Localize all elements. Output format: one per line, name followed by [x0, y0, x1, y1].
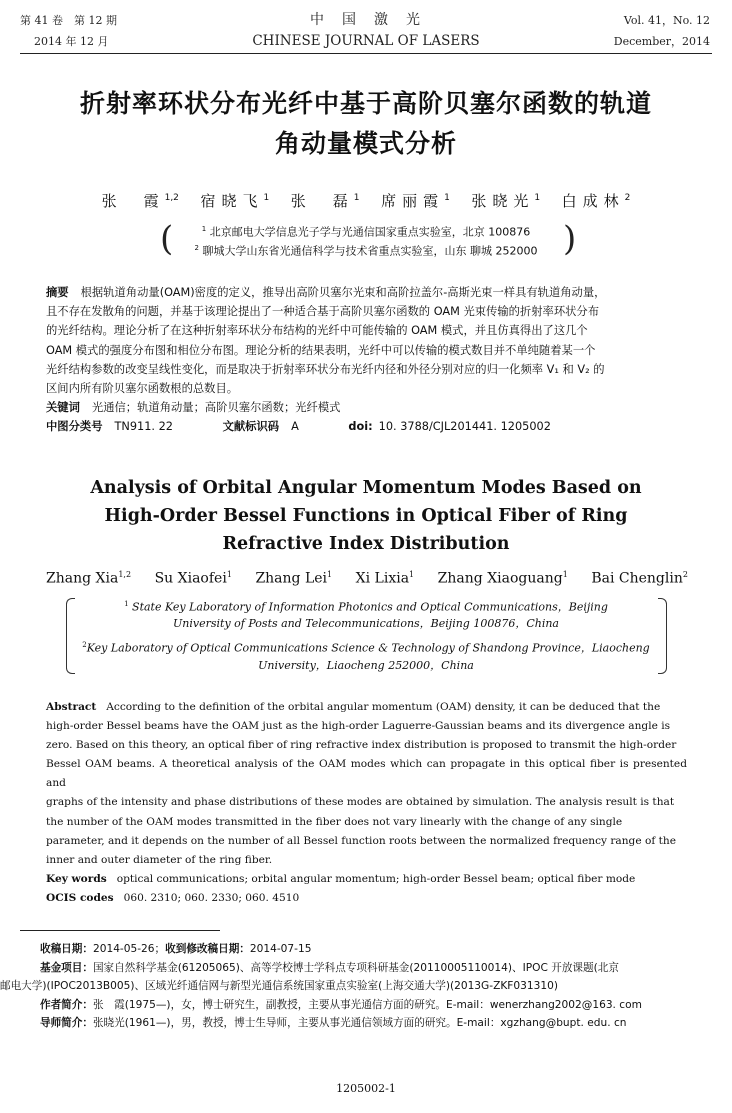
- author-cn: 白成林$^2$: [561, 192, 631, 210]
- affiliation-en-1-cont: University of Posts and Telecommunications，Beijing 100876，China: [173, 617, 559, 630]
- header-date-en: December，2014: [613, 35, 710, 48]
- author-en: Zhang Xiaoguang$^1$: [437, 570, 568, 587]
- keywords-cn-label: 关键词: [46, 401, 80, 415]
- affiliation-brace-right: ): [563, 219, 577, 259]
- author-en: Zhang Lei$^1$: [255, 570, 333, 587]
- affiliation-en-1: $^1$ State Key Laboratory of Information Photonics and Optical Communications，Beijing: [124, 600, 608, 614]
- header-journal-en: CHINESE JOURNAL OF LASERS: [252, 33, 480, 49]
- abstract-en-line: graphs of the intensity and phase distributions of these modes are obtained by simulation. The analysis result is that: [46, 796, 675, 809]
- affiliation-en-2-cont: University，Liaocheng 252000，China: [258, 659, 474, 672]
- abstract-en-line: high-order Bessel beams have the OAM just as the high-order Laguerre-Gaussian beams and its divergence angle is: [46, 720, 671, 733]
- footnote-advisor: 导师简介：张晓光(1961—)，男，教授，博士生导师，主要从事光通信领域方面的研究。E-mail：xgzhang@bupt. edu. cn: [40, 1017, 627, 1029]
- page-number: 1205002-1: [336, 1082, 396, 1095]
- author-en: Su Xiaofei$^1$: [154, 570, 232, 587]
- abstract-cn-line: 的光纤结构。理论分析了在这种折射率环状分布结构的光纤中可能传输的 OAM 模式，并且仿真得出了这几个: [46, 324, 588, 338]
- header-date-cn: 2014 年 12 月: [34, 35, 109, 48]
- title-en-line3: Refractive Index Distribution: [222, 534, 510, 554]
- abstract-cn-line: 摘要 根据轨道角动量(OAM)密度的定义，推导出高阶贝塞尔光束和高阶拉盖尔-高斯光束一样具有轨道角动量，: [46, 286, 606, 299]
- author-en: Xi Lixia$^1$: [355, 570, 415, 587]
- author-cn: 张晓光$^1$: [471, 192, 541, 210]
- affiliation-brace-left: (: [160, 219, 174, 259]
- abstract-en-line: inner and outer diameter of the ring fiber.: [46, 853, 273, 866]
- abstract-en: [46, 698, 687, 908]
- author-en: Bai Chenglin$^2$: [591, 570, 688, 587]
- title-en-line1: Analysis of Orbital Angular Momentum Modes Based on: [90, 478, 642, 498]
- abstract-cn-label: 摘要: [46, 286, 69, 299]
- doi-link[interactable]: 10. 3788/CJL201441. 1205002: [378, 420, 551, 434]
- abstract-en-label: Abstract: [46, 701, 97, 713]
- authors-cn: [0, 190, 732, 211]
- authors-en: [46, 570, 688, 587]
- abstract-en-line: zero. Based on this theory, an optical fiber of ring refractive index distribution is proposed to transmit the high-order: [46, 739, 677, 752]
- header-rule: [20, 53, 712, 54]
- footnote-author: 作者简介：张 霞(1975—)，女，博士研究生，副教授，主要从事光通信方面的研究。E-mail：wenerzhang2002@163. com: [40, 998, 642, 1011]
- abstract-cn-line: 光纤结构参数的改变呈线性变化，而是取决于折射率环状分布光纤内径和外径分别对应的归一化频率 V₁ 和 V₂ 的: [46, 362, 605, 376]
- footnote-fund-cont: 邮电大学)(IPOC2013B005)、区域光纤通信网与新型光通信系统国家重点实验室(上海交通大学)(2013G-ZKF031310): [0, 980, 558, 992]
- abstract-cn-line: 且不存在发散角的问题，并基于该理论提出了一种适合基于高阶贝塞尔函数的 OAM 光束传输的折射率环状分布: [46, 305, 600, 319]
- footnotes: [0, 940, 720, 1033]
- abstract-cn-line: 区间内所有阶贝塞尔函数根的总数目。: [46, 382, 239, 396]
- footnote-fund: 基金项目：国家自然科学基金(61205065)、高等学校博士学科点专项科研基金(20110005110014)、IPOC 开放课题(北京: [40, 961, 619, 974]
- title-cn-line1: 折射率环状分布光纤中基于高阶贝塞尔函数的轨道: [79, 89, 652, 118]
- title-cn-line2: 角动量模式分析: [274, 129, 457, 158]
- header-journal-cn: 中 国 激 光: [310, 12, 422, 28]
- keywords-cn: 关键词 光通信；轨道角动量；高阶贝塞尔函数；光纤模式: [46, 401, 341, 415]
- abstract-en-line: the number of the OAM modes transmitted in the fiber does not vary linearly with the change of any single: [46, 815, 623, 828]
- affiliation-cn-2: $^2$ 聊城大学山东省光通信科学与技术省重点实验室，山东 聊城 252000: [194, 244, 538, 258]
- title-en-line2: High-Order Bessel Functions in Optical Fiber of Ring: [104, 506, 628, 526]
- abstract-en-line: Abstract According to the definition of the orbital angular momentum (OAM) density, it can be deduced that the: [46, 701, 661, 713]
- abstract-en-line: parameter, and it depends on the number of all Bessel function roots between the normalized frequency range of the: [46, 834, 676, 847]
- author-cn: 张 磊$^1$: [290, 192, 360, 210]
- footnote-dates: 收稿日期：2014-05-26；收到修改稿日期：2014-07-15: [40, 943, 312, 955]
- author-cn: 宿晓飞$^1$: [200, 192, 270, 210]
- author-cn: 席丽霞$^1$: [381, 192, 450, 210]
- ocis-codes: OCIS codes 060. 2310; 060. 2330; 060. 4510: [46, 891, 300, 904]
- author-en: Zhang Xia$^{1,2}$: [46, 570, 132, 587]
- classification-line: 中图分类号 TN911. 22 文献标识码 A doi: 10. 3788/CJL201441. 1205002: [46, 420, 551, 434]
- footnote-rule: [20, 930, 220, 931]
- abstract-cn-line: OAM 模式的强度分布图和相位分布图。理论分析的结果表明，光纤中可以传输的模式数目并不单纯随着某一个: [46, 343, 596, 357]
- abstract-en-line: Bessel OAM beams. A theoretical analysis of the OAM modes which can propagate in this optical fiber is presented and: [46, 758, 687, 790]
- affiliation-en-2: $^2$Key Laboratory of Optical Communications Science & Technology of Shandong Province，Liaocheng: [82, 641, 650, 655]
- header-volume-cn: 第 41 卷 第 12 期: [20, 14, 117, 27]
- abstract-cn: [46, 283, 686, 437]
- header-volume-en: Vol. 41，No. 12: [623, 14, 710, 27]
- keywords-en: Key words optical communications; orbital angular momentum; high-order Bessel beam; optical fiber mode: [46, 872, 636, 885]
- author-cn: 张 霞$^{1,2}$: [101, 192, 179, 210]
- affiliation-cn-1: $^1$ 北京邮电大学信息光子学与光通信国家重点实验室，北京 100876: [201, 225, 531, 239]
